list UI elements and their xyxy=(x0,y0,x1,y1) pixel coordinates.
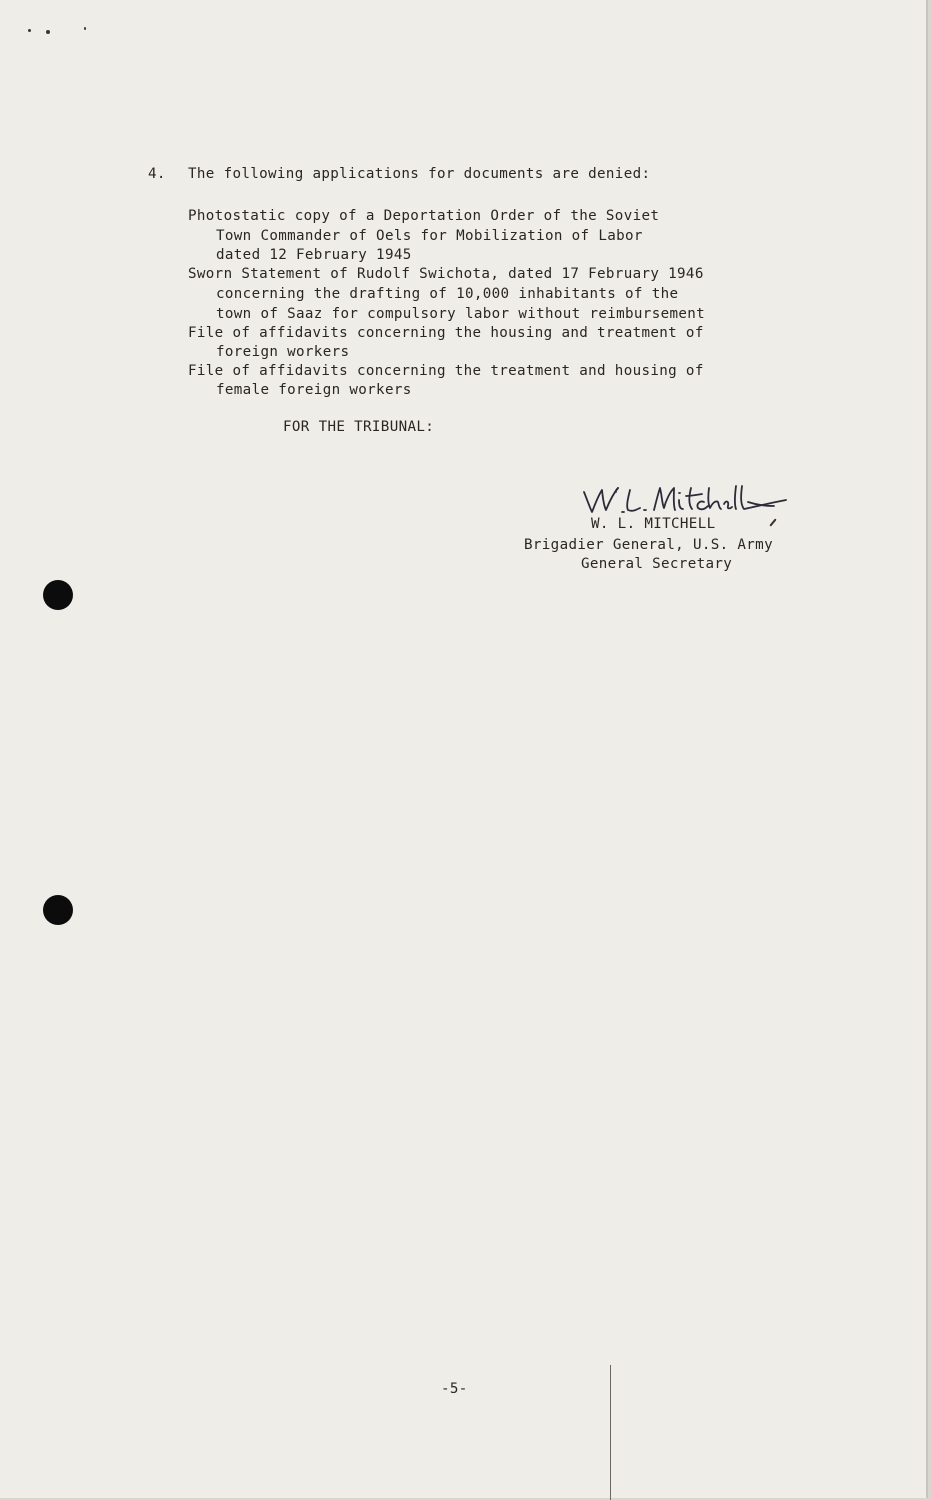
punch-hole-bottom xyxy=(43,895,73,925)
paragraph-number: 4. xyxy=(148,166,166,182)
item-line: town of Saaz for compulsory labor without reimbursement xyxy=(216,306,706,322)
speck xyxy=(84,27,86,30)
item-line: File of affidavits concerning the housing and treatment of xyxy=(188,325,704,341)
punch-hole-top xyxy=(43,580,73,610)
item-line: concerning the drafting of 10,000 inhabitants of the xyxy=(216,286,679,302)
closing-line: FOR THE TRIBUNAL: xyxy=(283,419,435,435)
item-line: Photostatic copy of a Deportation Order of the Soviet xyxy=(188,208,660,224)
speck xyxy=(46,30,50,34)
item-line: Sworn Statement of Rudolf Swichota, dated 17 February 1946 xyxy=(188,266,704,282)
paragraph-intro: The following applications for documents are denied: xyxy=(188,166,651,182)
item-line: Town Commander of Oels for Mobilization of Labor xyxy=(216,228,643,244)
item-line: dated 12 February 1945 xyxy=(216,247,412,263)
item-line: foreign workers xyxy=(216,344,350,360)
speck xyxy=(28,29,31,32)
signatory-name: W. L. MITCHELL xyxy=(591,516,716,532)
page-number: -5- xyxy=(441,1381,468,1397)
item-line: File of affidavits concerning the treatment and housing of xyxy=(188,363,704,379)
item-line: female foreign workers xyxy=(216,382,412,398)
fold-line xyxy=(610,1365,611,1500)
signatory-rank: Brigadier General, U.S. Army xyxy=(524,537,773,553)
signatory-title: General Secretary xyxy=(581,556,733,572)
